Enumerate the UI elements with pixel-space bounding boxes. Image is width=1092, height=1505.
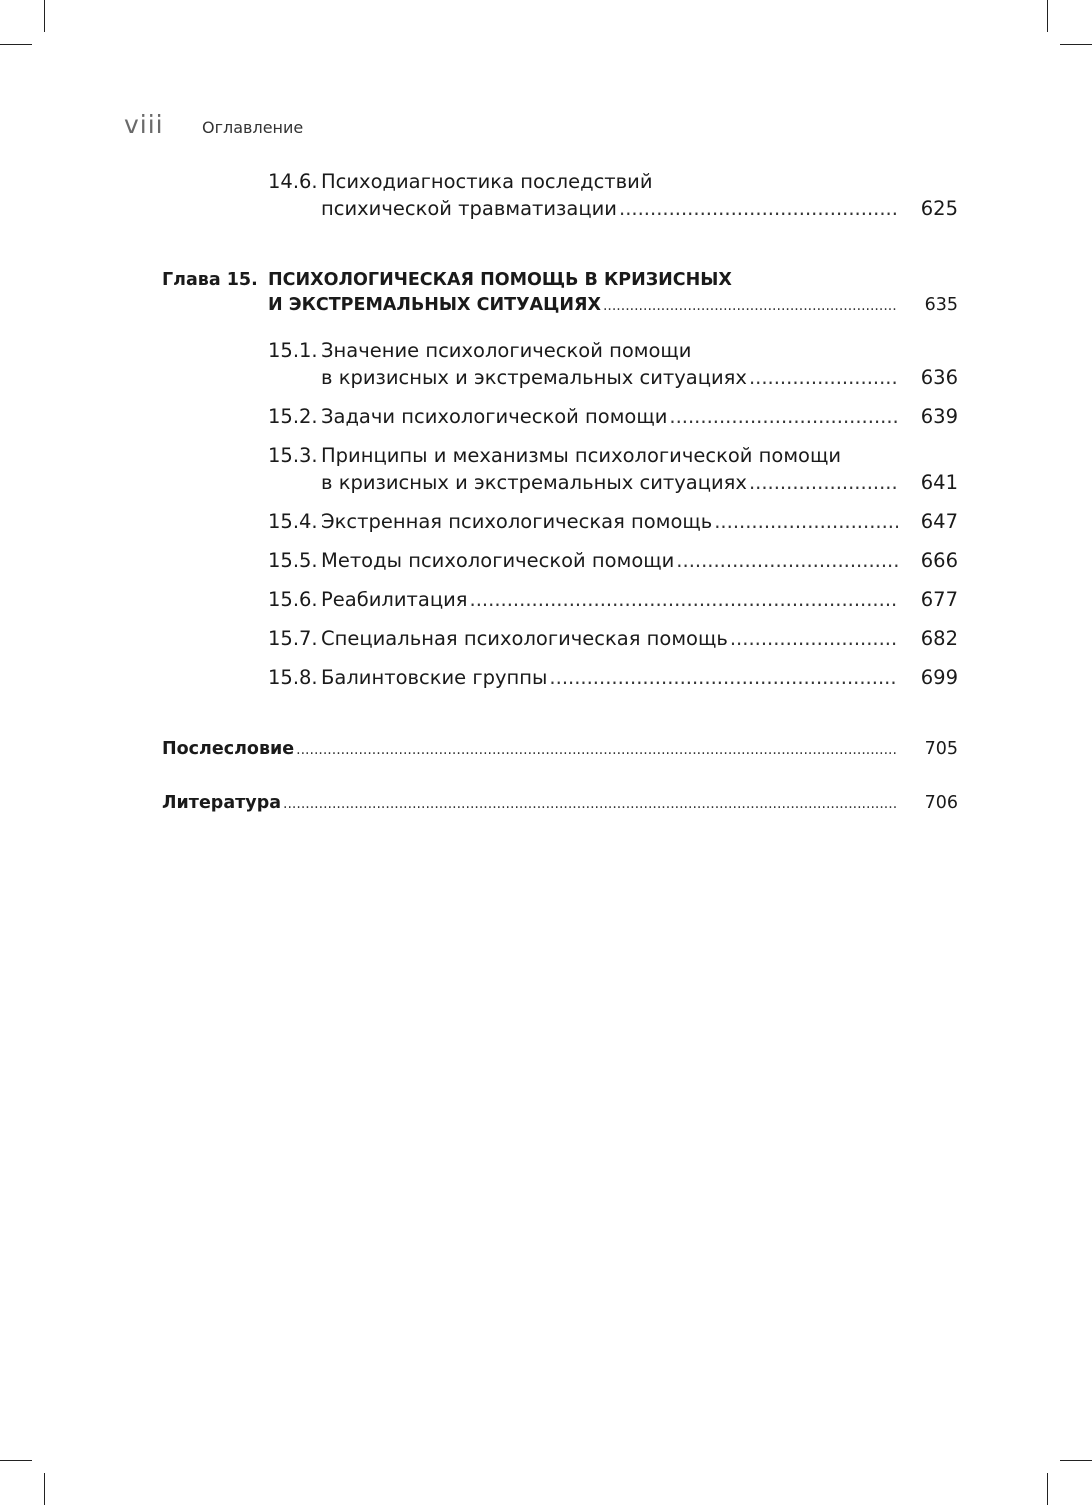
leader-dots bbox=[549, 666, 898, 689]
entry-title: Задачи психологической помощи bbox=[321, 405, 668, 428]
leader-dots bbox=[619, 197, 898, 220]
page-ref: 641 bbox=[920, 471, 958, 494]
page-ref: 625 bbox=[920, 197, 958, 220]
page-ref: 639 bbox=[920, 405, 958, 428]
leader-dots bbox=[296, 742, 898, 758]
crop-mark bbox=[0, 1460, 32, 1461]
entry-title: Послесловие bbox=[162, 739, 295, 759]
crop-mark bbox=[44, 0, 45, 32]
crop-mark bbox=[1047, 1473, 1048, 1505]
page-ref: 682 bbox=[920, 627, 958, 650]
entry-title: Балинтовские группы bbox=[321, 666, 548, 689]
page-ref: 706 bbox=[924, 793, 958, 813]
entry-title-line2: в кризисных и экстремальных ситуациях bbox=[321, 471, 747, 494]
page-ref: 705 bbox=[924, 739, 958, 759]
leader-dots bbox=[714, 510, 898, 533]
section-number: 15.6. bbox=[268, 588, 318, 611]
section-number: 14.6. bbox=[268, 170, 318, 193]
entry-title-line2: И ЭКСТРЕМАЛЬНЫХ СИТУАЦИЯХ bbox=[268, 295, 601, 315]
entry-title: Методы психологической помощи bbox=[321, 549, 675, 572]
entry-title: Экстренная психологическая помощь bbox=[321, 510, 713, 533]
section-number: 15.8. bbox=[268, 666, 318, 689]
chapter-label: Глава 15. bbox=[162, 270, 258, 290]
leader-dots bbox=[676, 549, 898, 572]
running-head bbox=[124, 110, 303, 142]
entry-title: Литература bbox=[162, 793, 282, 813]
crop-mark bbox=[44, 1473, 45, 1505]
crop-mark bbox=[1060, 44, 1092, 45]
entry-title-line2: в кризисных и экстремальных ситуациях bbox=[321, 366, 747, 389]
entry-title: Реабилитация bbox=[321, 588, 468, 611]
page-ref: 677 bbox=[920, 588, 958, 611]
section-number: 15.5. bbox=[268, 549, 318, 572]
running-title: Оглавление bbox=[202, 118, 304, 137]
page-ref: 636 bbox=[920, 366, 958, 389]
crop-mark bbox=[1047, 0, 1048, 32]
leader-dots bbox=[603, 298, 898, 314]
section-number: 15.2. bbox=[268, 405, 318, 428]
page-ref: 647 bbox=[920, 510, 958, 533]
section-number: 15.3. bbox=[268, 444, 318, 467]
section-number: 15.4. bbox=[268, 510, 318, 533]
page-ref: 699 bbox=[920, 666, 958, 689]
entry-title-line1: Психодиагностика последствий bbox=[321, 170, 653, 193]
leader-dots bbox=[730, 627, 898, 650]
leader-dots bbox=[749, 471, 898, 494]
crop-mark bbox=[1060, 1460, 1092, 1461]
entry-title-line1: ПСИХОЛОГИЧЕСКАЯ ПОМОЩЬ В КРИЗИСНЫХ bbox=[268, 270, 732, 290]
leader-dots bbox=[749, 366, 898, 389]
entry-title-line1: Значение психологической помощи bbox=[321, 339, 692, 362]
entry-title: Специальная психологическая помощь bbox=[321, 627, 728, 650]
page-number: viii bbox=[124, 110, 164, 139]
section-number: 15.1. bbox=[268, 339, 318, 362]
page-ref: 666 bbox=[920, 549, 958, 572]
leader-dots bbox=[669, 405, 898, 428]
entry-title-line2: психической травматизации bbox=[321, 197, 617, 220]
page-ref: 635 bbox=[924, 295, 958, 315]
leader-dots bbox=[470, 588, 898, 611]
entry-title-line1: Принципы и механизмы психологической помощи bbox=[321, 444, 842, 467]
leader-dots bbox=[283, 796, 898, 812]
crop-mark bbox=[0, 44, 32, 45]
section-number: 15.7. bbox=[268, 627, 318, 650]
